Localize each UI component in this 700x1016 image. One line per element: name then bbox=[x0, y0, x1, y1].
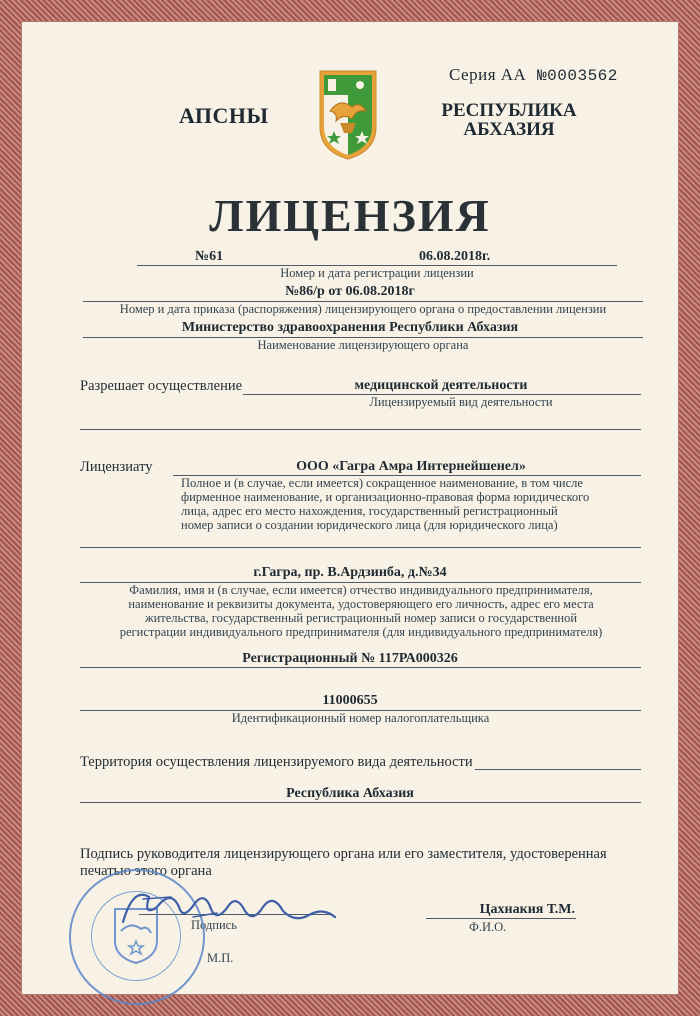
activity-caption: Лицензируемый вид деятельности bbox=[369, 395, 553, 409]
licensee-value: ООО «Гагра Амра Интернейшенел» bbox=[296, 459, 526, 474]
licensee-caption-line: лица, адрес его место нахождения, государственный регистрационный bbox=[181, 504, 558, 518]
taxpayer-caption: Идентификационный номер налогоплательщика bbox=[231, 711, 490, 725]
authority-caption: Наименование лицензирующего органа bbox=[257, 338, 469, 352]
activity-value: медицинской деятельности bbox=[354, 378, 528, 393]
state-registration-line bbox=[80, 667, 641, 668]
activity-label: Разрешает осуществление bbox=[80, 378, 243, 394]
licensee-caption-line: фирменное наименование, и организационно-правовая форма юридического bbox=[181, 490, 590, 504]
taxpayer-number: 11000655 bbox=[322, 693, 378, 708]
address-caption-line: жительства, государственный регистрационный номер записи о государственной bbox=[144, 611, 578, 625]
signatory-name: Цахнакия Т.М. bbox=[479, 902, 575, 917]
address-caption-line: регистрации индивидуального предпринимателя (для индивидуального предпринимателя) bbox=[119, 625, 603, 639]
series-number: №0003562 bbox=[537, 67, 618, 85]
coat-of-arms-icon bbox=[316, 67, 380, 163]
licensee-label: Лицензиату bbox=[80, 459, 153, 475]
signatory-name-caption: Ф.И.О. bbox=[469, 920, 507, 934]
registration-caption: Номер и дата регистрации лицензии bbox=[280, 266, 474, 280]
order-caption: Номер и дата приказа (распоряжения) лицензирующего органа о предоставлении лицензии bbox=[119, 302, 607, 316]
licensee-caption bbox=[181, 476, 621, 532]
activity-extra-line bbox=[80, 429, 641, 430]
registration-date: 06.08.2018г. bbox=[419, 249, 491, 264]
license-document bbox=[21, 21, 679, 995]
licensee-caption-line: Полное и (в случае, если имеется) сокращенное наименование, в том числе bbox=[181, 476, 583, 490]
address-caption bbox=[83, 583, 639, 639]
territory-line bbox=[80, 802, 641, 803]
document-title: ЛИЦЕНЗИЯ bbox=[209, 190, 491, 241]
state-registration-number: Регистрационный № 117РА000326 bbox=[242, 651, 458, 666]
authority-value: Министерство здравоохранения Республики Абхазия bbox=[181, 320, 519, 335]
signature-text-line: Подпись руководителя лицензирующего органа или его заместителя, удостоверенная bbox=[80, 846, 607, 862]
licensee-extra-line bbox=[80, 547, 641, 548]
address-caption-line: наименование и реквизиты документа, удостоверяющего его личность, адрес его места bbox=[128, 597, 594, 611]
header-right-title-line1: РЕСПУБЛИКА bbox=[441, 100, 577, 121]
header-right-title-line2: АБХАЗИЯ bbox=[463, 119, 555, 140]
order-value: №86/р от 06.08.2018г bbox=[285, 284, 415, 299]
series-label: Серия АА bbox=[449, 65, 527, 84]
licensee-caption-line: номер записи о создании юридического лица (для юридического лица) bbox=[181, 518, 558, 532]
signature-text-line: печатью этого органа bbox=[80, 863, 212, 879]
address-value: г.Гагра, пр. В.Ардзинба, д.№34 bbox=[253, 565, 447, 580]
territory-value: Республика Абхазия bbox=[286, 786, 414, 801]
signatory-name-line bbox=[426, 918, 576, 919]
address-caption-line: Фамилия, имя и (в случае, если имеется) отчество индивидуального предпринимателя, bbox=[129, 583, 593, 597]
territory-label-line bbox=[475, 769, 641, 770]
signature-caption: Подпись bbox=[191, 918, 237, 932]
series-info bbox=[449, 65, 618, 85]
seal-caption: М.П. bbox=[207, 951, 234, 965]
handwritten-signature bbox=[113, 877, 343, 937]
registration-number: №61 bbox=[195, 249, 224, 264]
header-right-title bbox=[439, 101, 579, 139]
territory-label: Территория осуществления лицензируемого вида деятельности bbox=[80, 754, 473, 770]
header-left-title: АПСНЫ bbox=[179, 103, 269, 128]
